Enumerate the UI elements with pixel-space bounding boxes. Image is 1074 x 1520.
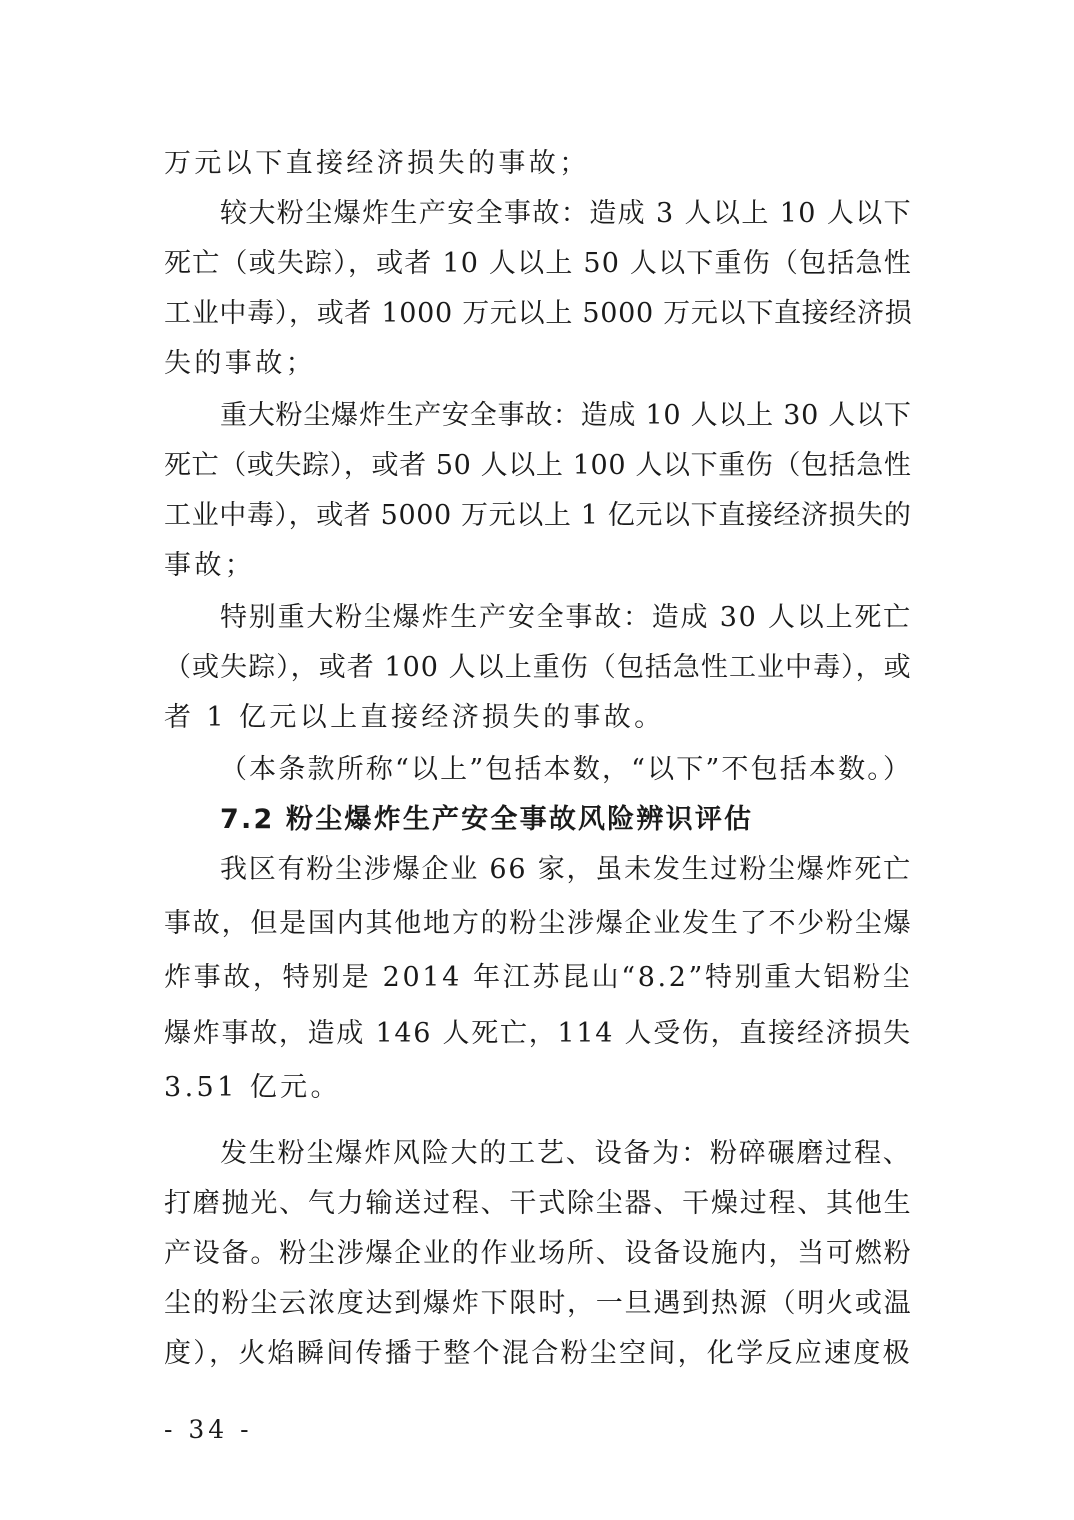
- text-line-7: 死亡（或失踪），或者 50 人以上 100 人以下重伤（包括急性: [164, 450, 912, 481]
- section-heading-7-2: 7.2 粉尘爆炸生产安全事故风险辨识评估: [220, 804, 754, 835]
- text-line-6: 重大粉尘爆炸生产安全事故：造成 10 人以上 30 人以下: [220, 400, 912, 431]
- text-line-16: 事故，但是国内其他地方的粉尘涉爆企业发生了不少粉尘爆: [164, 908, 913, 939]
- text-line-3: 死亡（或失踪），或者 10 人以上 50 人以下重伤（包括急性: [164, 248, 912, 279]
- text-line-1: 万元以下直接经济损失的事故；: [164, 148, 590, 179]
- text-line-18: 爆炸事故，造成 146 人死亡，114 人受伤，直接经济损失: [164, 1018, 912, 1049]
- text-line-19: 3.51 亿元。: [164, 1072, 341, 1103]
- text-line-9: 事故；: [164, 550, 256, 581]
- page-number: - 34 -: [164, 1415, 253, 1444]
- text-line-20: 发生粉尘爆炸风险大的工艺、设备为：粉碎碾磨过程、: [220, 1138, 912, 1169]
- text-line-22: 产设备。粉尘涉爆企业的作业场所、设备设施内，当可燃粉: [164, 1238, 913, 1269]
- text-line-10: 特别重大粉尘爆炸生产安全事故：造成 30 人以上死亡: [220, 602, 912, 633]
- text-line-15: 我区有粉尘涉爆企业 66 家，虽未发生过粉尘爆炸死亡: [220, 854, 912, 885]
- text-line-4: 工业中毒），或者 1000 万元以上 5000 万元以下直接经济损: [164, 298, 913, 329]
- text-line-23: 尘的粉尘云浓度达到爆炸下限时，一旦遇到热源（明火或温: [164, 1288, 913, 1319]
- text-line-24: 度），火焰瞬间传播于整个混合粉尘空间，化学反应速度极: [164, 1338, 912, 1369]
- text-line-12: 者 1 亿元以上直接经济损失的事故。: [164, 702, 665, 733]
- text-line-17: 炸事故，特别是 2014 年江苏昆山“8.2”特别重大铝粉尘: [164, 962, 913, 993]
- text-line-21: 打磨抛光、气力输送过程、干式除尘器、干燥过程、其他生: [164, 1188, 913, 1219]
- text-line-8: 工业中毒），或者 5000 万元以上 1 亿元以下直接经济损失的: [164, 500, 912, 531]
- text-line-13: （本条款所称“以上”包括本数，“以下”不包括本数。）: [220, 754, 913, 785]
- text-line-5: 失的事故；: [164, 348, 316, 379]
- text-line-11: （或失踪），或者 100 人以上重伤（包括急性工业中毒），或: [164, 652, 912, 683]
- text-line-2: 较大粉尘爆炸生产安全事故：造成 3 人以上 10 人以下: [220, 198, 913, 229]
